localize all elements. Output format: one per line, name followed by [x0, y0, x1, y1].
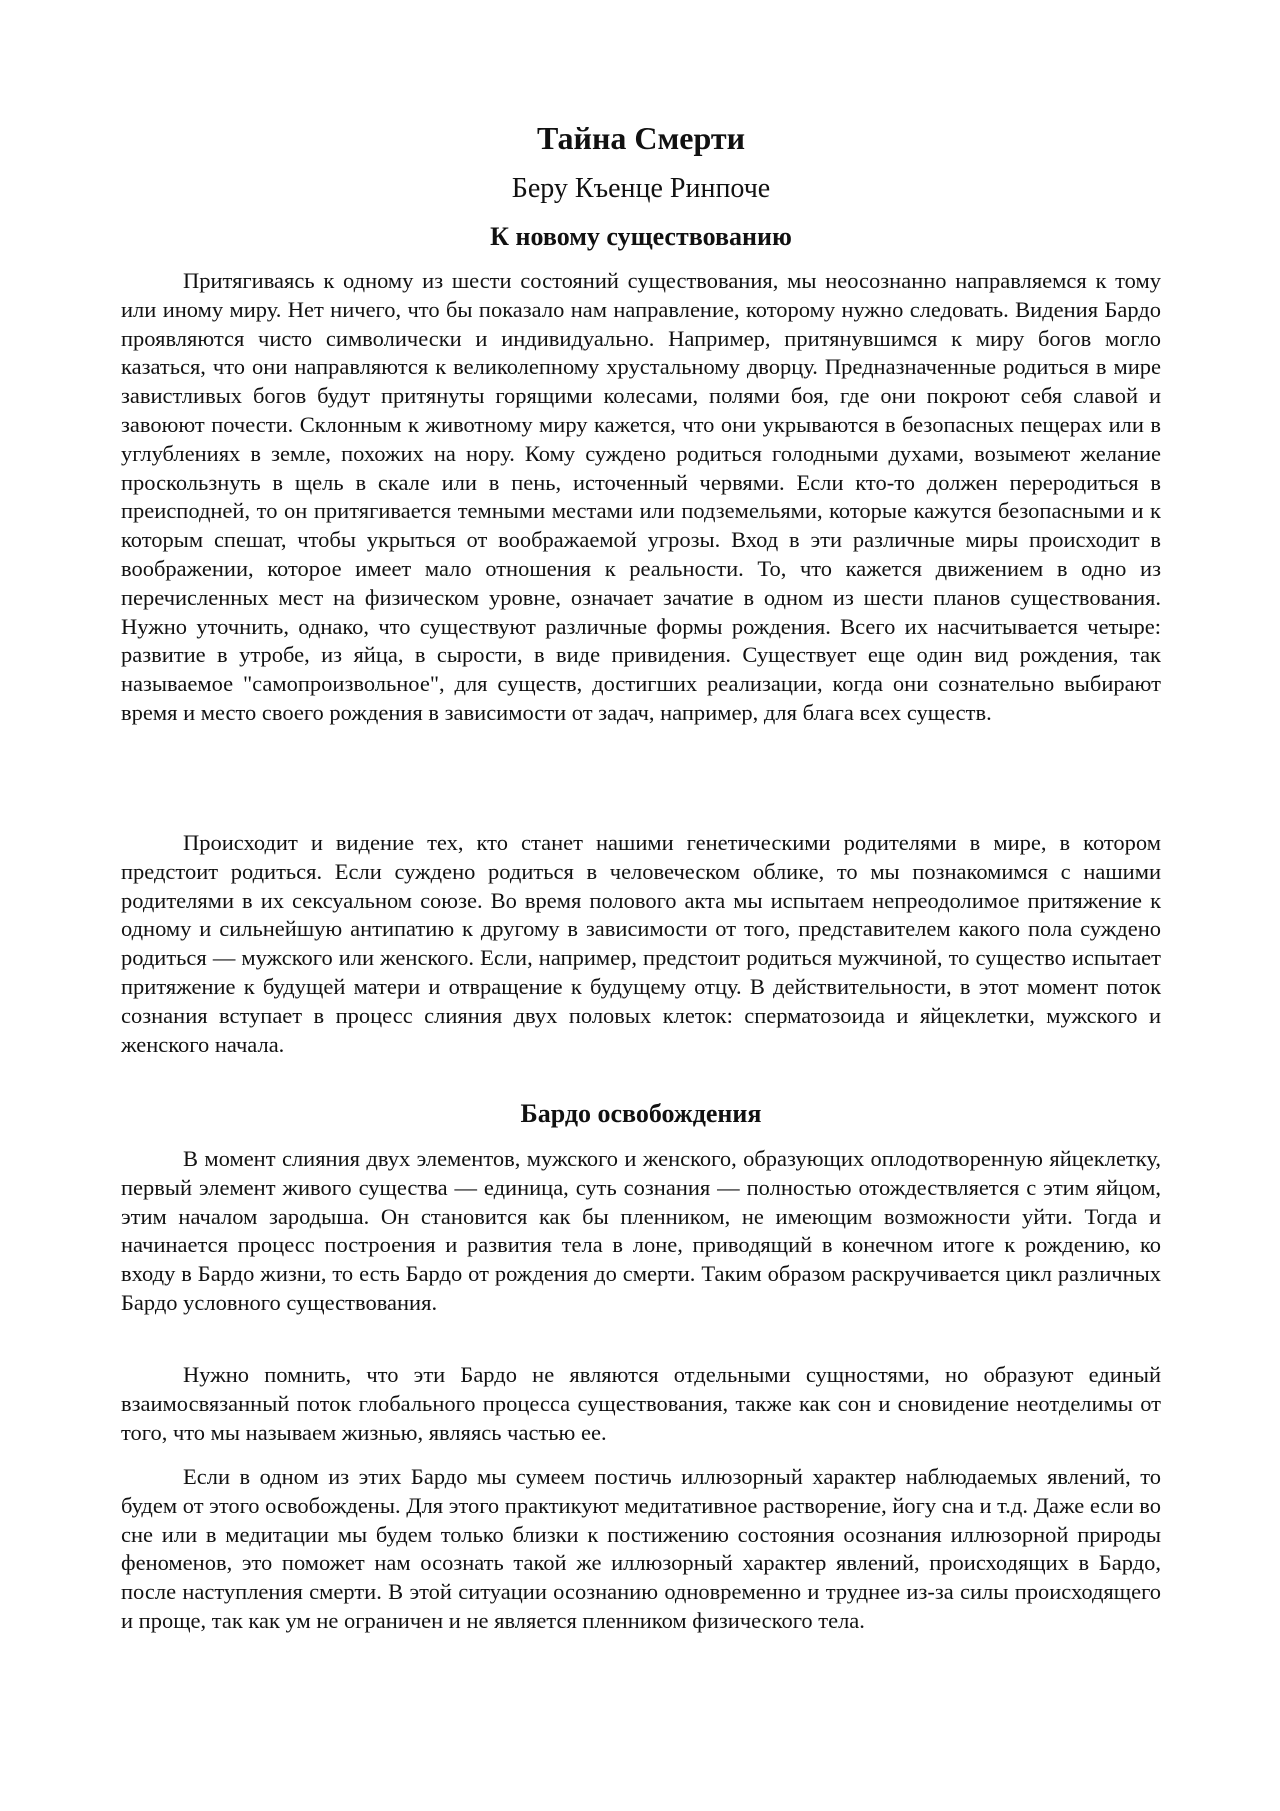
paragraph: Притягиваясь к одному из шести состояний существования, мы неосознанно направляемся к тому или иному миру. Нет ничего, что бы показало нам направление, которому нужно следовать. Видения Бардо проявляются чисто символически и индивидуально. Например, притянувшимся к миру богов могло казаться, что они направляются к великолепному хрустальному дворцу. Предназначенные родиться в мире завистливых богов будут притянуты горящими колесами, полями боя, где они покроют себя славой и завоюют почести. Склонным к животному миру кажется, что они укрываются в безопасных пещерах или в углублениях в земле, похожих на нору. Кому суждено родиться голодными духами, возымеют желание проскользнуть в щель в скале или в пень, источенный червями. Если кто-то должен переродиться в преисподней, то он притягивается темными местами или подземельями, которые кажутся безопасными и к которым спешат, чтобы укрыться от воображаемой угрозы. Вход в эти различные миры происходит в воображении, которое имеет мало отношения к реальности. То, что кажется движением в одно из перечисленных мест на физическом уровне, означает зачатие в одном из шести планов существования. Нужно уточнить, однако, что существуют различные формы рождения. Всего их насчитывается четыре: развитие в утробе, из яйца, в сырости, в виде привидения. Существует еще один вид рождения, так называемое "самопроизвольное", для существ, достигших реализации, когда они сознательно выбирают время и место своего рождения в зависимости от задач, например, для блага всех существ.: [121, 268, 1161, 725]
paragraph: Происходит и видение тех, кто станет нашими генетическими родителями в мире, в котором предстоит родиться. Если суждено родиться в человеческом облике, то мы познакомимся с нашими родителями в их сексуальном союзе. Во время полового акта мы испытаем непреодолимое притяжение к одному и сильнейшую антипатию к другому в зависимости от того, представителем какого пола суждено родиться — мужского или женского. Если, например, предстоит родиться мужчиной, то существо испытает притяжение к будущей матери и отвращение к будущему отцу. В действительности, в этот момент поток сознания вступает в процесс слияния двух половых клеток: сперматозоида и яйцеклетки, мужского и женского начала.: [121, 830, 1161, 1057]
paragraph: Нужно помнить, что эти Бардо не являются отдельными сущностями, но образуют единый взаимосвязанный поток глобального процесса существования, также как сон и сновидение неотделимы от того, что мы называем жизнью, являясь частью ее.: [121, 1362, 1161, 1445]
section-heading-new-existence: К новому существованию: [490, 222, 792, 251]
document-title: Тайна Смерти: [536, 120, 746, 156]
document-author: Беру Къенце Ринпоче: [511, 173, 771, 204]
section-heading-bardo-liberation: Бардо освобождения: [520, 1099, 762, 1128]
paragraph: В момент слияния двух элементов, мужского и женского, образующих оплодотворенную яйцеклетку, первый элемент живого существа — единица, суть сознания — полностью отождествляется с этим яйцом, этим началом зародыша. Он становится как бы пленником, не имеющим возможности уйти. Тогда и начинается процесс построения и развития тела в лоне, приводящий в конечном итоге к рождению, ко входу в Бардо жизни, то есть Бардо от рождения до смерти. Таким образом раскручивается цикл различных Бардо условного существования.: [121, 1146, 1161, 1315]
paragraph: Если в одном из этих Бардо мы сумеем постичь иллюзорный характер наблюдаемых явлений, то будем от этого освобождены. Для этого практикуют медитативное растворение, йогу сна и т.д. Даже если во сне или в медитации мы будем только близки к постижению состояния осознания иллюзорной природы феноменов, это поможет нам осознать такой же иллюзорный характер явлений, происходящих в Бардо, после наступления смерти. В этой ситуации осознанию одновременно и труднее из-за силы происходящего и проще, так как ум не ограничен и не является пленником физического тела.: [121, 1464, 1161, 1633]
